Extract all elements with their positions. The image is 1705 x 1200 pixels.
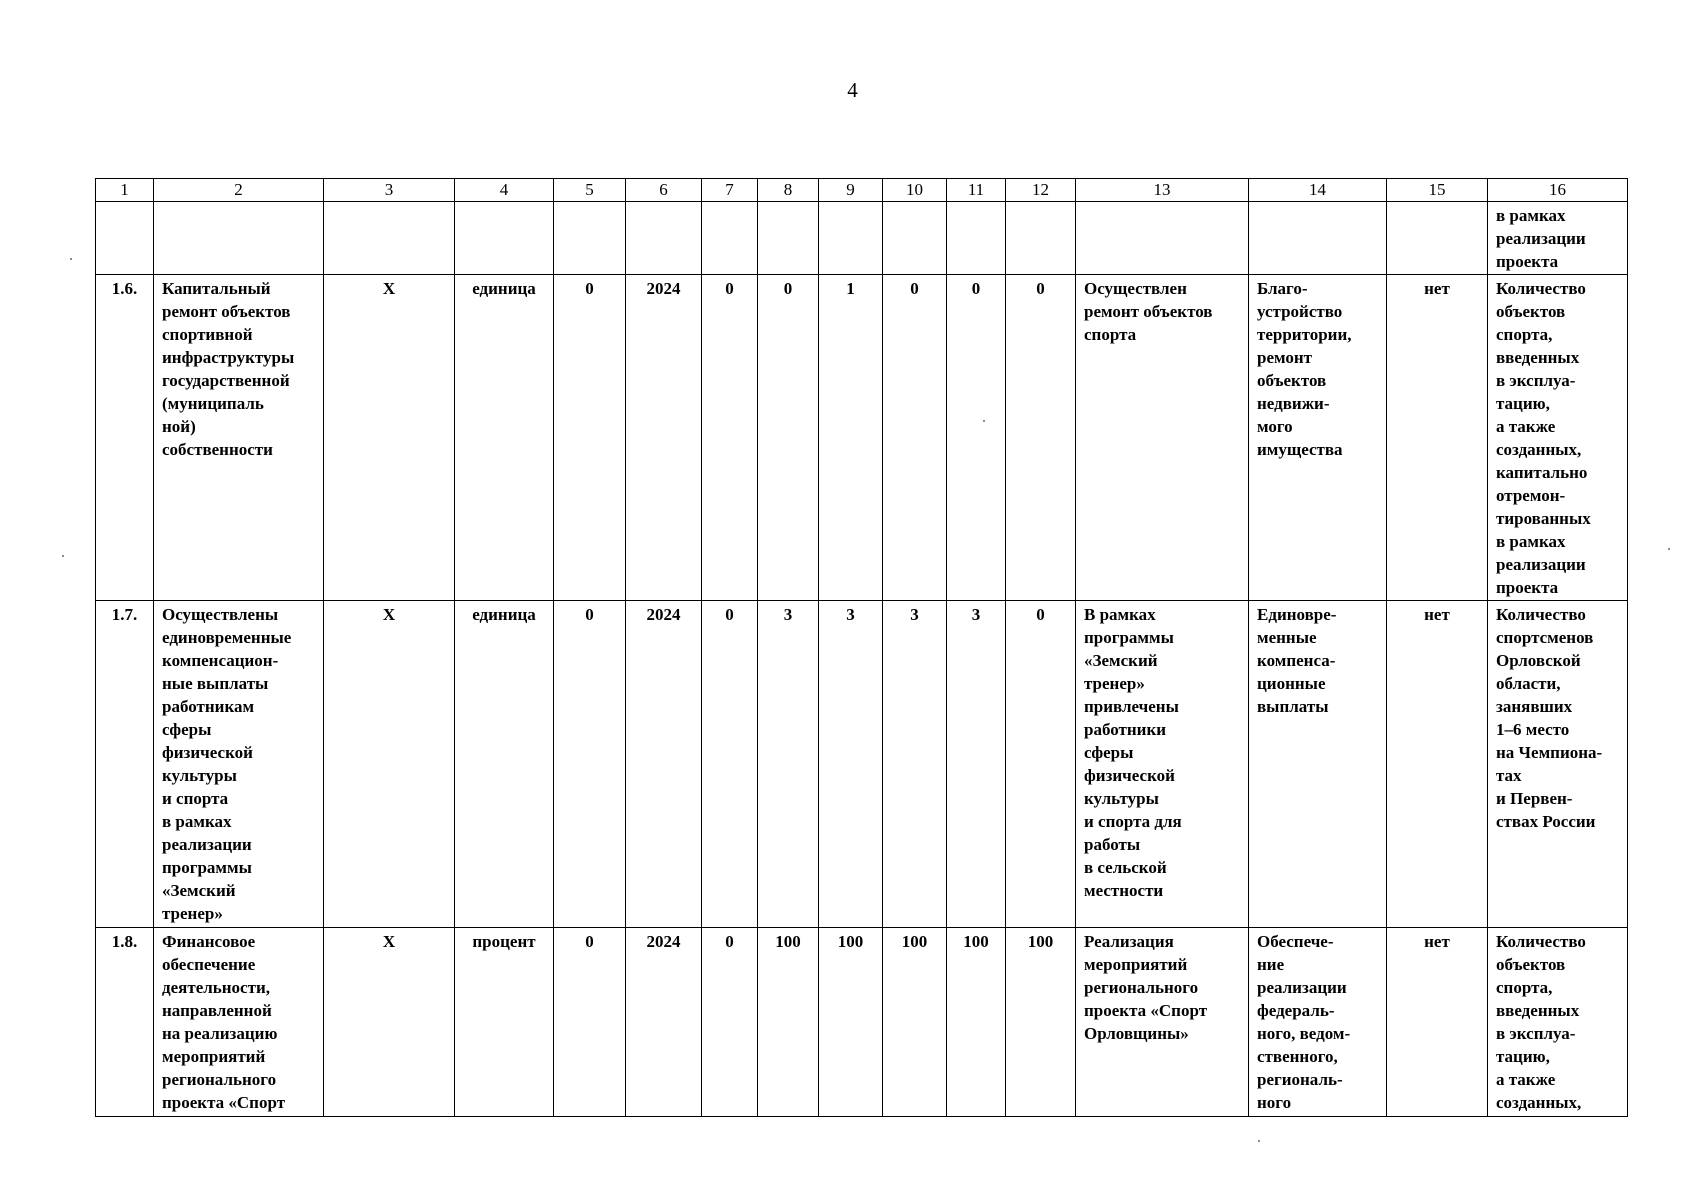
empty-cell xyxy=(1387,202,1488,275)
empty-cell xyxy=(96,202,154,275)
unit-cell: процент xyxy=(455,928,554,1117)
value-cell: 0 xyxy=(758,275,819,601)
header-cell: 6 xyxy=(626,179,702,202)
header-cell: 13 xyxy=(1076,179,1249,202)
indicator-cell: Количество объектов спорта, введенных в эксплуа- тацию, а также созданных, xyxy=(1488,928,1628,1117)
value-cell: 3 xyxy=(947,601,1006,928)
empty-cell xyxy=(702,202,758,275)
row-number: 1.8. xyxy=(96,928,154,1117)
header-cell: 16 xyxy=(1488,179,1628,202)
header-cell: 5 xyxy=(554,179,626,202)
header-cell: 15 xyxy=(1387,179,1488,202)
value-cell: 100 xyxy=(819,928,883,1117)
event-name: Осуществлены единовременные компенсацион- ные выплаты работникам сферы физической культуры и спорта в рамках реализации программы «Земский тренер» xyxy=(154,601,324,928)
empty-cell xyxy=(324,202,455,275)
event-name: Капитальный ремонт объектов спортивной инфраструктуры государственной (муниципаль ной) собственности xyxy=(154,275,324,601)
header-cell: 2 xyxy=(154,179,324,202)
header-cell: 9 xyxy=(819,179,883,202)
value-cell: 0 xyxy=(883,275,947,601)
value-cell: 0 xyxy=(702,601,758,928)
header-cell: 8 xyxy=(758,179,819,202)
scan-speck xyxy=(983,420,985,422)
value-cell: 1 xyxy=(819,275,883,601)
result-cell: В рамках программы «Земский тренер» привлечены работники сферы физической культуры и спорта для работы в сельской местности xyxy=(1076,601,1249,928)
empty-cell xyxy=(154,202,324,275)
value-cell: 100 xyxy=(1006,928,1076,1117)
page-number: 4 xyxy=(847,78,858,102)
empty-cell xyxy=(758,202,819,275)
value-cell: 0 xyxy=(1006,275,1076,601)
value-cell: 3 xyxy=(819,601,883,928)
value-cell: 3 xyxy=(758,601,819,928)
year-cell: 2024 xyxy=(626,928,702,1117)
flag-cell: нет xyxy=(1387,928,1488,1117)
cell-col3: X xyxy=(324,928,455,1117)
header-cell: 4 xyxy=(455,179,554,202)
event-name: Финансовое обеспечение деятельности, направленной на реализацию мероприятий регионального проекта «Спорт xyxy=(154,928,324,1117)
empty-cell xyxy=(947,202,1006,275)
value-cell: 0 xyxy=(702,928,758,1117)
value-cell: 100 xyxy=(947,928,1006,1117)
empty-cell xyxy=(626,202,702,275)
header-cell: 7 xyxy=(702,179,758,202)
cell-col3: X xyxy=(324,601,455,928)
indicator-cell: в рамках реализации проекта xyxy=(1488,202,1628,275)
scan-speck xyxy=(70,258,72,260)
value-cell: 3 xyxy=(883,601,947,928)
base-value: 0 xyxy=(554,601,626,928)
empty-cell xyxy=(554,202,626,275)
table-row xyxy=(96,928,1628,1117)
empty-cell xyxy=(1249,202,1387,275)
indicator-cell: Количество спортсменов Орловской области, занявших 1–6 место на Чемпиона- тах и Первен- ствах России xyxy=(1488,601,1628,928)
row-number: 1.6. xyxy=(96,275,154,601)
cell-col3: X xyxy=(324,275,455,601)
flag-cell: нет xyxy=(1387,275,1488,601)
table-row-continuation xyxy=(96,202,1628,275)
type-cell: Благо- устройство территории, ремонт объектов недвижи- мого имущества xyxy=(1249,275,1387,601)
data-table xyxy=(95,178,1628,1117)
unit-cell: единица xyxy=(455,601,554,928)
year-cell: 2024 xyxy=(626,601,702,928)
header-cell: 3 xyxy=(324,179,455,202)
scan-speck xyxy=(1668,548,1670,550)
value-cell: 0 xyxy=(1006,601,1076,928)
table-header-row xyxy=(96,179,1628,202)
row-number: 1.7. xyxy=(96,601,154,928)
base-value: 0 xyxy=(554,928,626,1117)
empty-cell xyxy=(455,202,554,275)
type-cell: Единовре- менные компенса- ционные выплаты xyxy=(1249,601,1387,928)
type-cell: Обеспече- ние реализации федераль- ного, ведом- ственного, региональ- ного xyxy=(1249,928,1387,1117)
value-cell: 100 xyxy=(883,928,947,1117)
value-cell: 0 xyxy=(702,275,758,601)
flag-cell: нет xyxy=(1387,601,1488,928)
header-cell: 1 xyxy=(96,179,154,202)
unit-cell: единица xyxy=(455,275,554,601)
scan-speck xyxy=(1258,1140,1260,1142)
year-cell: 2024 xyxy=(626,275,702,601)
result-cell: Реализация мероприятий регионального проекта «Спорт Орловщины» xyxy=(1076,928,1249,1117)
value-cell: 100 xyxy=(758,928,819,1117)
empty-cell xyxy=(883,202,947,275)
header-cell: 12 xyxy=(1006,179,1076,202)
indicator-cell: Количество объектов спорта, введенных в эксплуа- тацию, а также созданных, капитально отремон- тированных в рамках реализации проекта xyxy=(1488,275,1628,601)
empty-cell xyxy=(1076,202,1249,275)
table-row xyxy=(96,601,1628,928)
header-cell: 14 xyxy=(1249,179,1387,202)
scan-speck xyxy=(62,555,64,557)
base-value: 0 xyxy=(554,275,626,601)
empty-cell xyxy=(1006,202,1076,275)
table-row xyxy=(96,275,1628,601)
value-cell: 0 xyxy=(947,275,1006,601)
result-cell: Осуществлен ремонт объектов спорта xyxy=(1076,275,1249,601)
empty-cell xyxy=(819,202,883,275)
header-cell: 10 xyxy=(883,179,947,202)
header-cell: 11 xyxy=(947,179,1006,202)
